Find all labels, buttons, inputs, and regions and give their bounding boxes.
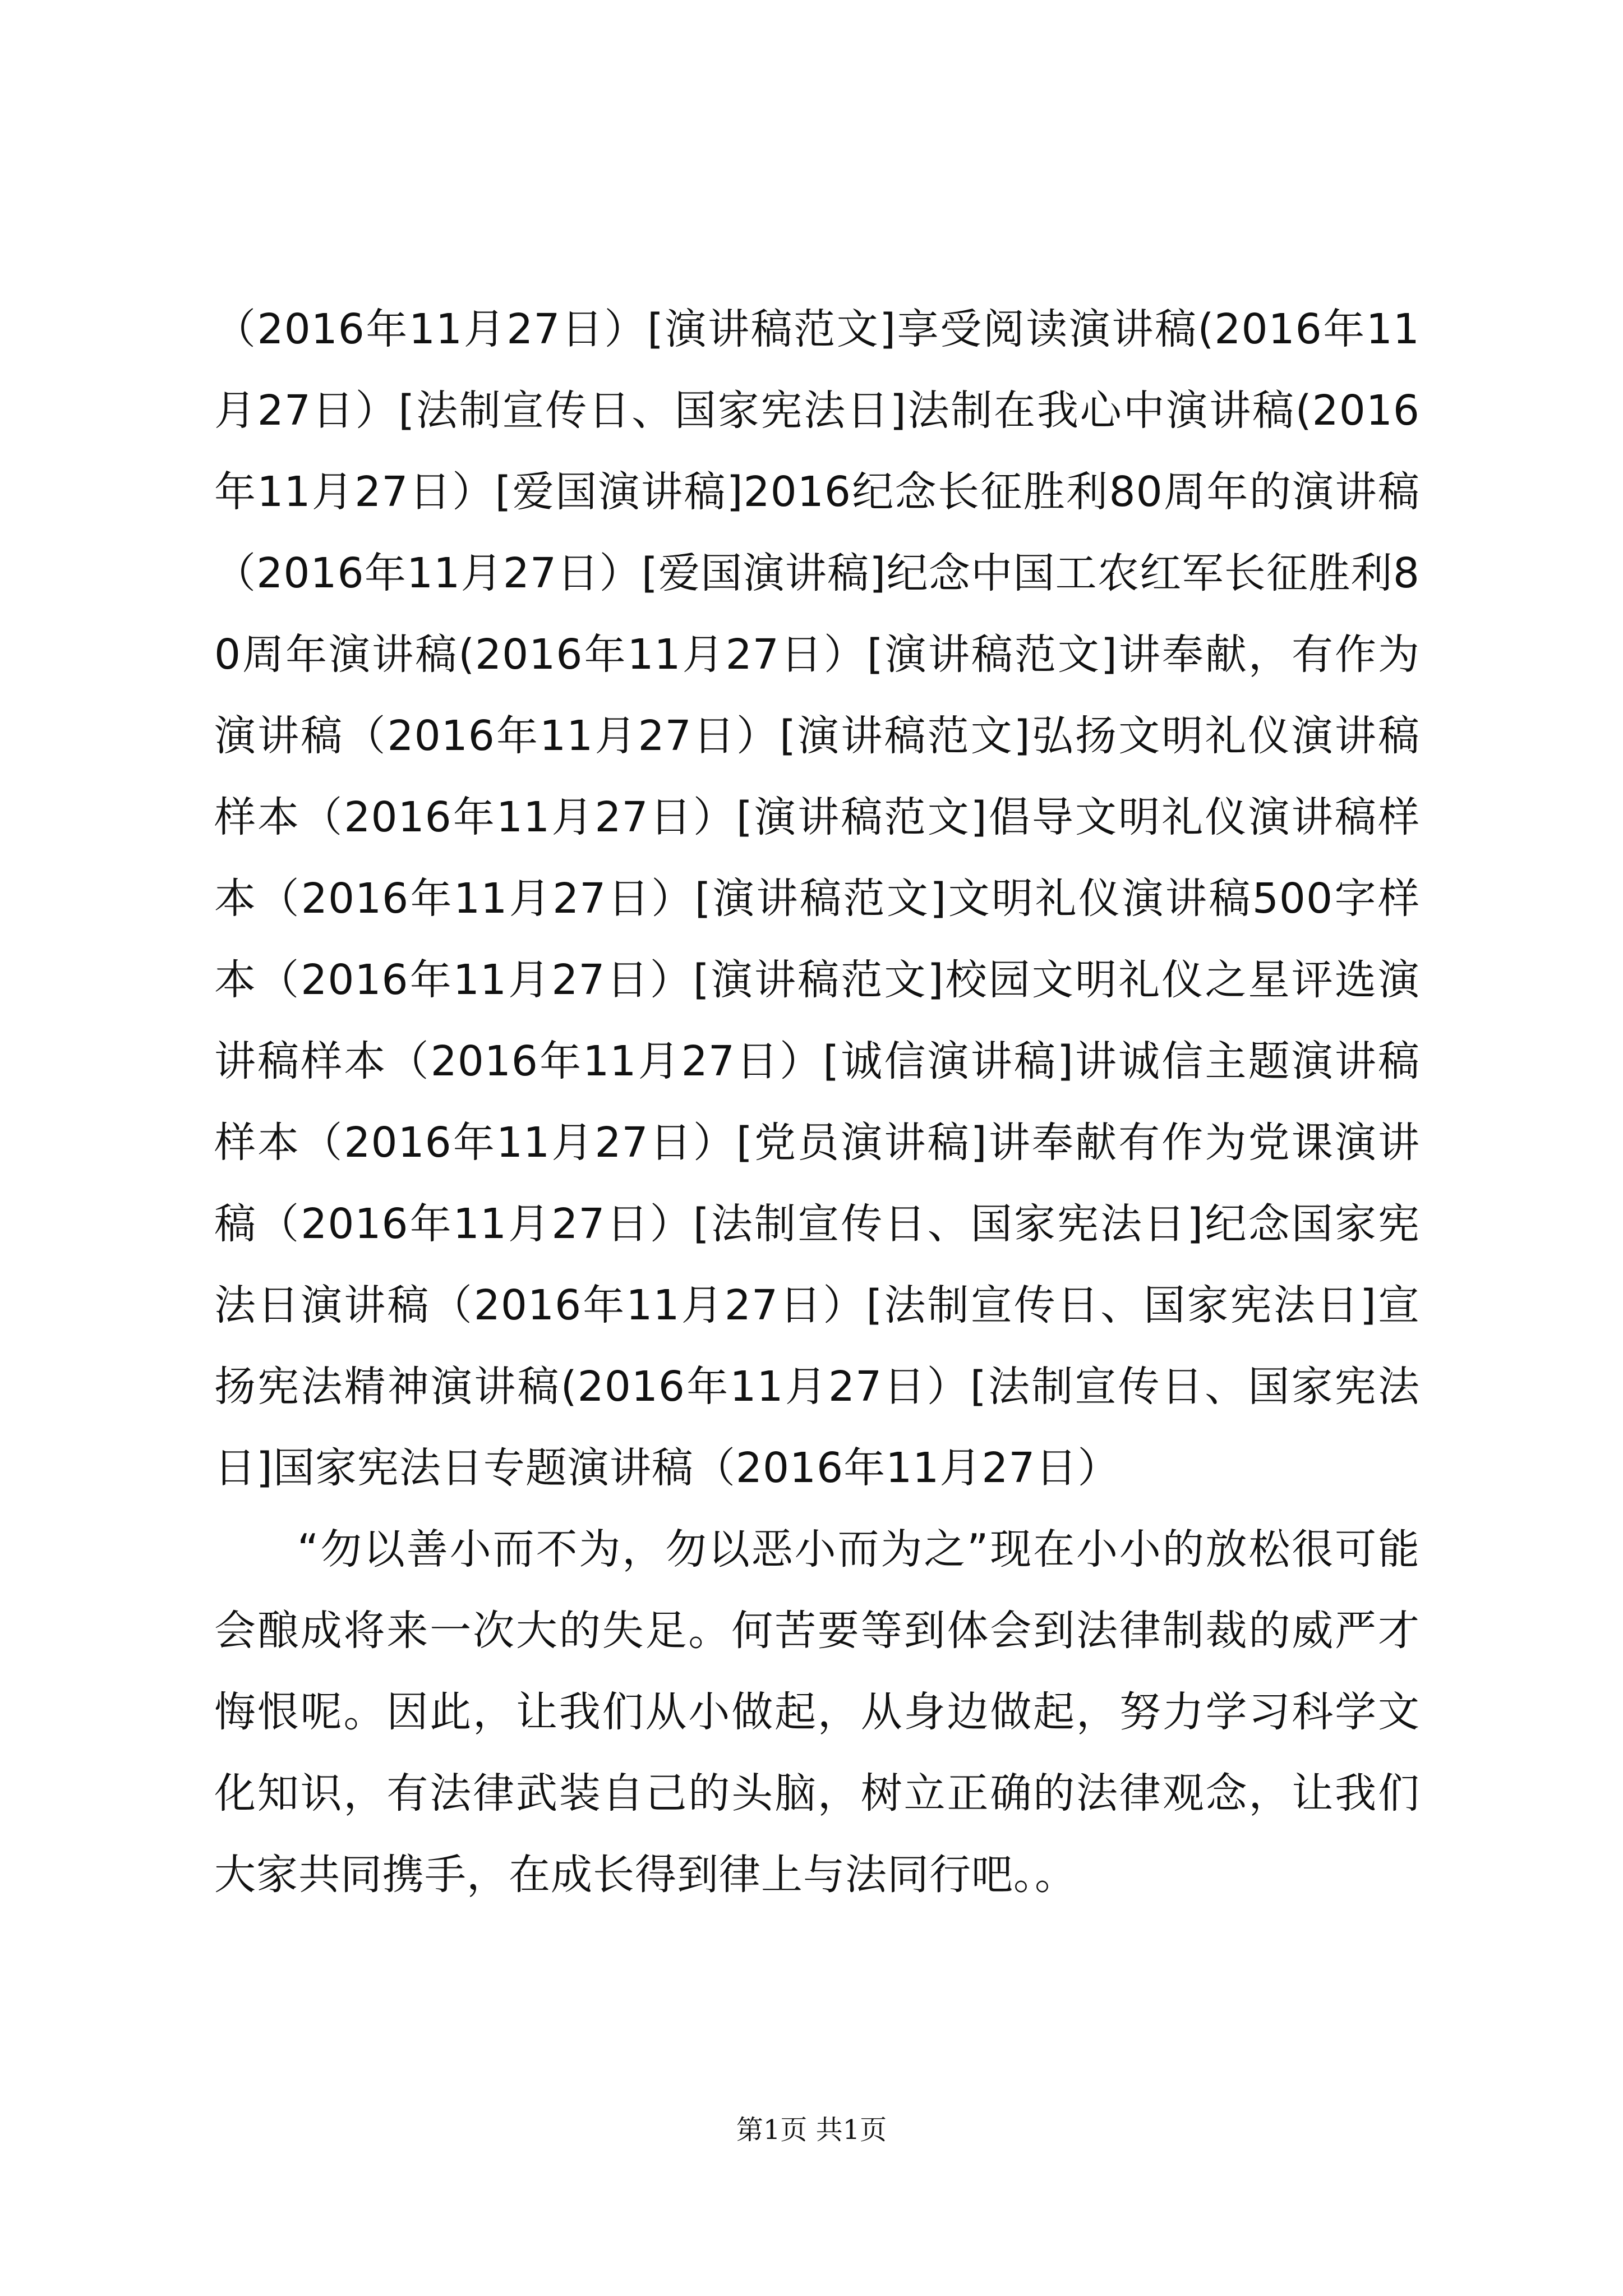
related-articles-listing: （2016年11月27日）[演讲稿范文]享受阅读演讲稿(2016年11月27日）[法制宣传日、国家宪法日]法制在我心中演讲稿(2016年11月27日）[爱国演讲稿]2016纪念长征胜利80周年的演讲稿（2016年11月27日）[爱国演讲稿]纪念中国工农红军长征胜利80周年演讲稿(2016年11月27日）[演讲稿范文]讲奉献，有作为演讲稿（2016年11月27日）[演讲稿范文]弘扬文明礼仪演讲稿样本（2016年11月27日）[演讲稿范文]倡导文明礼仪演讲稿样本（2016年11月27日）[演讲稿范文]文明礼仪演讲稿500字样本（2016年11月27日）[演讲稿范文]校园文明礼仪之星评选演讲稿样本（2016年11月27日）[诚信演讲稿]讲诚信主题演讲稿样本（2016年11月27日）[党员演讲稿]讲奉献有作为党课演讲稿（2016年11月27日）[法制宣传日、国家宪法日]纪念国家宪法日演讲稿（2016年11月27日）[法制宣传日、国家宪法日]宣扬宪法精神演讲稿(2016年11月27日）[法制宣传日、国家宪法日]国家宪法日专题演讲稿（2016年11月27日）	[214, 305, 1420, 1492]
page-number-footer: 第1页 共1页	[736, 2114, 887, 2146]
document-body	[214, 289, 1420, 1916]
body-paragraph: “勿以善小而不为，勿以恶小而为之”现在小小的放松很可能会酿成将来一次大的失足。何苦要等到体会到法律制裁的威严才悔恨呢。因此，让我们从小做起，从身边做起，努力学习科学文化知识，有法律武装自己的头脑，树立正确的法律观念，让我们大家共同携手，在成长得到律上与法同行吧。。	[214, 1525, 1420, 1899]
